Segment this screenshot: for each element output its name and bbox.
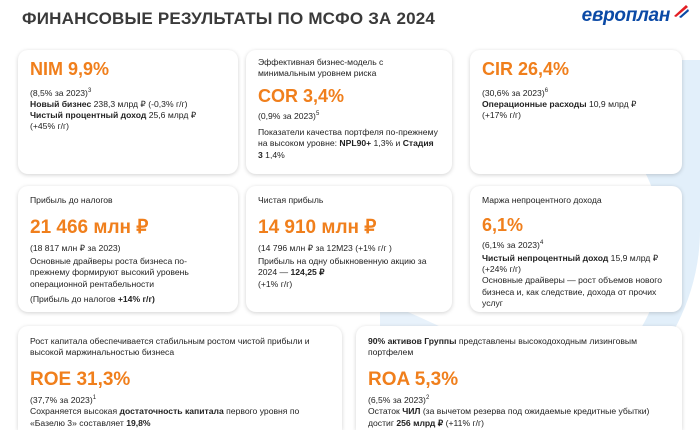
netprofit-card	[246, 186, 452, 312]
nim-growth: (+45% г/г)	[30, 121, 69, 132]
roa-header: 90% активов Группы представлены высокодоходным лизинговым портфелем	[368, 336, 638, 358]
nim-net-interest-income: Чистый процентный доход 25,6 млрд ₽	[30, 110, 197, 121]
cir-prev: (30,6% за 2023)$^6$	[482, 87, 549, 98]
pretax-card	[18, 186, 238, 312]
roe-prev: (37,7% за 2023)$^1$	[30, 395, 97, 406]
cir-opex: Операционные расходы 10,9 млрд ₽	[482, 98, 637, 109]
netprofit-eps: Прибыль на одну обыкновенную акцию за 2024 — 124,25 ₽	[258, 256, 427, 278]
pretax-text: Основные драйверы роста бизнеса по-прежнему формируют высокий уровень операционной рентабельности	[30, 256, 189, 289]
margin-text: Основные драйверы — рост объемов нового бизнеса и, как следствие, дохода от прочих услуг	[482, 275, 662, 308]
margin-card	[470, 186, 682, 312]
nim-prev: (8,5% за 2023)$^3$	[30, 87, 92, 98]
cor-header: Эффективная бизнес-модель с минимальным уровнем риска	[258, 57, 384, 79]
page-title: ФИНАНСОВЫЕ РЕЗУЛЬТАТЫ ПО МСФО ЗА 2024	[22, 9, 436, 28]
logo-mark-icon	[672, 4, 690, 18]
margin-growth: (+24% г/г)	[482, 264, 521, 275]
roa-leasing: Остаток ЧИЛ (за вычетом резерва под ожидаемые кредитные убытки) достиг 256 млрд ₽ (+11% г/г)	[368, 406, 650, 428]
roa-prev: (6,5% за 2023)$^2$	[368, 395, 430, 406]
pretax-value: 21 466 млн ₽	[30, 217, 149, 239]
netprofit-prev: (14 796 млн ₽ за 12М23 (+1% г/г )	[258, 243, 392, 254]
netprofit-value: 14 910 млн ₽	[258, 217, 377, 239]
logo-text: европлан	[581, 5, 670, 26]
pretax-growth: (Прибыль до налогов +14% г/г)	[30, 293, 155, 304]
netprofit-header: Чистая прибыль	[258, 195, 324, 205]
roe-capital: Сохраняется высокая достаточность капитала первого уровня по «Базелю 3» составляет 19,8%	[30, 406, 300, 428]
cir-value: CIR 26,4%	[482, 59, 570, 79]
pretax-header: Прибыль до налогов	[30, 195, 113, 205]
margin-header: Маржа непроцентного дохода	[482, 195, 602, 205]
cir-card	[470, 50, 682, 174]
cor-prev: (0,9% за 2023)$^5$	[258, 111, 320, 122]
roa-value: ROA 5,3%	[368, 369, 459, 391]
nim-card	[18, 50, 238, 174]
roe-value: ROE 31,3%	[30, 369, 131, 391]
cir-growth: (+17% г/г)	[482, 110, 521, 121]
pretax-prev: (18 817 млн ₽ за 2023)	[30, 243, 121, 254]
margin-value: 6,1%	[482, 215, 524, 236]
europlan-logo	[582, 4, 690, 27]
roa-card	[356, 326, 682, 430]
nim-value: NIM 9,9%	[30, 59, 110, 79]
cor-card	[246, 50, 452, 174]
margin-prev: (6,1% за 2023)$^4$	[482, 239, 544, 250]
roe-header: Рост капитала обеспечивается стабильным ростом чистой прибыли и высокой маржинальностью бизнеса	[30, 336, 310, 358]
roe-card	[18, 326, 342, 430]
nim-new-business: Новый бизнес 238,3 млрд ₽ (-0,3% г/г)	[30, 98, 188, 109]
margin-nonint-income: Чистый непроцентный доход 15,9 млрд ₽	[482, 253, 659, 264]
netprofit-growth: (+1% г/г)	[258, 278, 293, 289]
cor-value: COR 3,4%	[258, 86, 345, 107]
cor-quality: Показатели качества портфеля по-прежнему на высоком уровне: NPL90+ 1,3% и Стадия 3 1,4%	[258, 127, 438, 160]
